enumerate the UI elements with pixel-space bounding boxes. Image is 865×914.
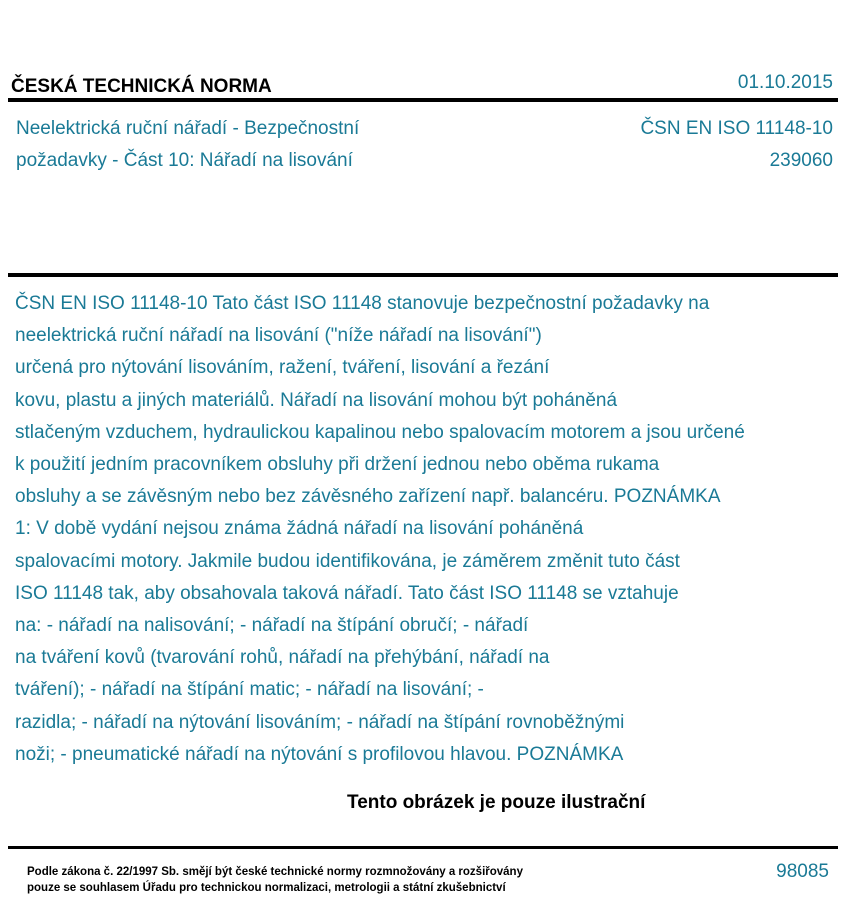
- publication-date: 01.10.2015: [737, 72, 833, 93]
- illustration-note: Tento obrázek je pouze ilustrační: [347, 792, 646, 813]
- abstract-line: noži; - pneumatické nářadí na nýtování s profilovou hlavou. POZNÁMKA: [15, 743, 624, 765]
- footer-legal-line: pouze se souhlasem Úřadu pro technickou normalizaci, metrologii a státní zkušebnictví: [27, 882, 506, 894]
- footer-document-number: 98085: [776, 861, 829, 882]
- abstract-line: obsluhy a se závěsným nebo bez závěsného zařízení např. balancéru. POZNÁMKA: [15, 486, 721, 508]
- standard-title-line-1: Neelektrická ruční nářadí - Bezpečnostní: [16, 118, 360, 139]
- abstract-line: ISO 11148 tak, aby obsahovala taková nářadí. Tato část ISO 11148 se vztahuje: [15, 582, 679, 604]
- standard-code: ČSN EN ISO 11148-10: [640, 118, 833, 139]
- abstract-line: ČSN EN ISO 11148-10 Tato část ISO 11148 stanovuje bezpečnostní požadavky na: [15, 293, 710, 314]
- footer-legal-notice: [27, 864, 523, 896]
- footer-divider: [8, 846, 838, 849]
- abstract-text: [15, 288, 845, 771]
- header-divider: [8, 98, 838, 102]
- class-number: 239060: [769, 150, 833, 171]
- footer-legal-line: Podle zákona č. 22/1997 Sb. smějí být české technické normy rozmnožovány a rozšiřovány: [27, 866, 523, 878]
- abstract-line: kovu, plastu a jiných materiálů. Nářadí na lisování mohou být poháněná: [15, 389, 618, 411]
- abstract-line: na tváření kovů (tvarování rohů, nářadí na přehýbání, nářadí na: [15, 647, 550, 669]
- abstract-line: spalovacími motory. Jakmile budou identifikována, je záměrem změnit tuto část: [15, 550, 680, 572]
- document-header-title: ČESKÁ TECHNICKÁ NORMA: [11, 76, 272, 97]
- standard-title-line-2: požadavky - Část 10: Nářadí na lisování: [16, 150, 353, 171]
- section-divider: [8, 273, 838, 277]
- abstract-line: určená pro nýtování lisováním, ražení, tváření, lisování a řezání: [15, 357, 550, 379]
- abstract-line: k použití jedním pracovníkem obsluhy při držení jednou nebo oběma rukama: [15, 454, 660, 476]
- abstract-line: tváření); - nářadí na štípání matic; - nářadí na lisování; -: [15, 679, 484, 701]
- abstract-line: neelektrická ruční nářadí na lisování ("níže nářadí na lisování"): [15, 325, 542, 347]
- abstract-line: na: - nářadí na nalisování; - nářadí na štípání obručí; - nářadí: [15, 615, 529, 637]
- abstract-line: razidla; - nářadí na nýtování lisováním; - nářadí na štípání rovnoběžnými: [15, 711, 625, 733]
- abstract-line: 1: V době vydání nejsou známa žádná nářadí na lisování poháněná: [15, 518, 584, 540]
- abstract-line: stlačeným vzduchem, hydraulickou kapalinou nebo spalovacím motorem a jsou určené: [15, 421, 745, 443]
